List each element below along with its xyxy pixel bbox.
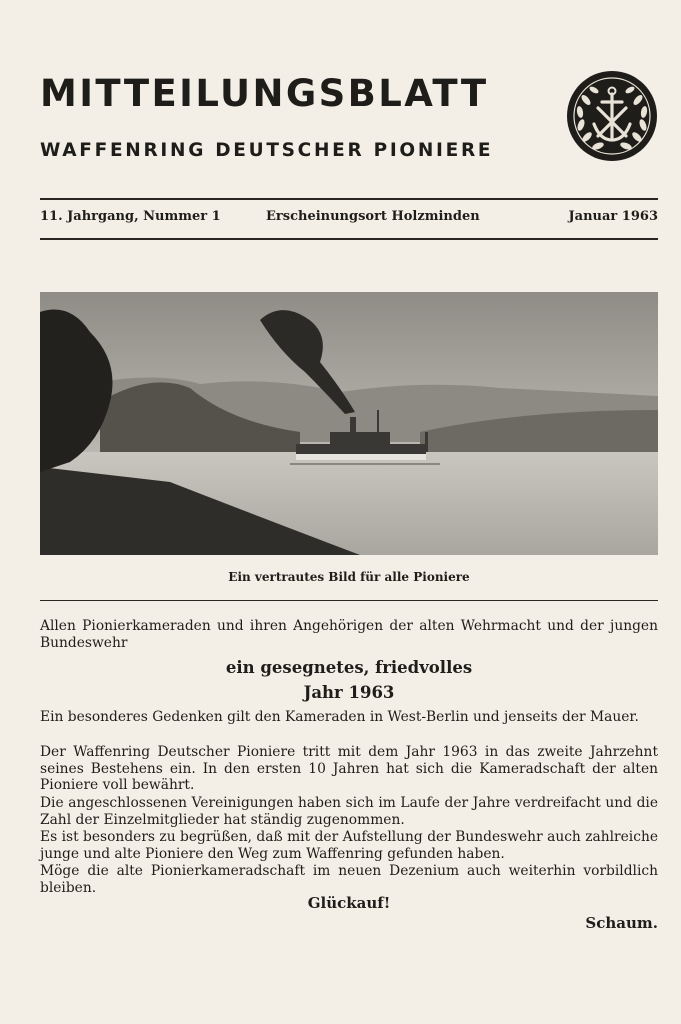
river-steamer-photo	[40, 292, 658, 555]
paragraph: Möge die alte Pionierkameradschaft im neuen Dezenium auch weiterhin vorbildlich bleiben.	[40, 863, 658, 896]
masthead-rule-top	[40, 198, 658, 200]
greeting-headline: ein gesegnetes, friedvolles	[225, 658, 473, 677]
issue-number: 11. Jahrgang, Nummer 1	[40, 209, 221, 224]
greeting-text: Allen Pionierkameraden und ihren Angehörigen der alten Wehrmacht und der jungen Bundeswehr	[40, 618, 658, 651]
closing-salutation: Glückauf!	[307, 894, 391, 912]
publication-place: Erscheinungsort Holzminden	[266, 209, 480, 224]
paragraph: Die angeschlossenen Vereinigungen haben sich im Laufe der Jahre verdreifacht und die Zahl der Einzelmitglieder hat ständig zugenommen.	[40, 795, 658, 828]
masthead-rule-bottom	[40, 238, 658, 240]
caption-rule	[40, 600, 658, 601]
wreath-anchor-emblem-icon	[566, 70, 658, 162]
masthead-subtitle: WAFFENRING DEUTSCHER PIONIERE	[40, 140, 494, 161]
signature: Schaum.	[585, 914, 658, 932]
paragraph: Es ist besonders zu begrüßen, daß mit der Aufstellung der Bundeswehr auch zahlreiche junge und alte Pioniere den Weg zum Waffenring gefunden haben.	[40, 829, 658, 862]
paragraph: Der Waffenring Deutscher Pioniere tritt mit dem Jahr 1963 in das zweite Jahrzehnt seines Bestehens ein. In den ersten 10 Jahren hat sich die Kameradschaft der alten Pioniere voll bewährt.	[40, 744, 658, 794]
masthead-title: MITTEILUNGSBLATT	[40, 72, 489, 115]
greeting-year: Jahr 1963	[303, 683, 395, 702]
issue-date: Januar 1963	[568, 209, 658, 224]
photo-caption: Ein vertrautes Bild für alle Pioniere	[228, 570, 470, 584]
paragraph: Ein besonderes Gedenken gilt den Kameraden in West-Berlin und jenseits der Mauer.	[40, 709, 639, 725]
